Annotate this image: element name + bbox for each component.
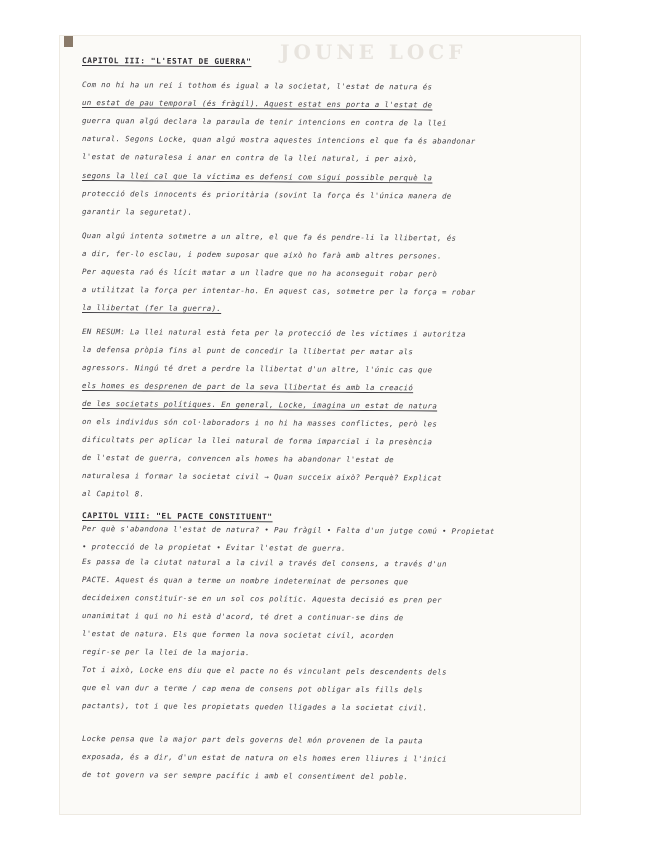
note-line: la llibertat (fer la guerra). <box>81 303 222 313</box>
note-line: de l'estat de guerra, convencen als homes ha abandonar l'estat de <box>81 453 395 465</box>
note-line: Per aquesta raó és lícit matar a un lladre que no ha aconseguit robar però <box>81 267 438 279</box>
note-line: Locke pensa que la major part dels governs del món provenen de la pauta <box>81 734 423 746</box>
note-line: EN RESUM: La llei natural està feta per la protecció de les víctimes i autoritza <box>81 327 466 339</box>
note-line: guerra quan algú declara la paraula de tenir intencions en contra de la llei <box>81 116 447 128</box>
note-line: els homes es desprenen de part de la seva llibertat és amb la creació <box>81 381 414 393</box>
note-line: Quan algú intenta sotmetre a un altre, el que fa és pendre-li la llibertat, és <box>81 231 457 243</box>
note-line: exposada, és a dir, d'un estat de natura on els homes eren lliures i l'inici <box>81 752 447 764</box>
note-line: unanimitat i qui no hi està d'acord, té dret a continuar-se dins de <box>81 611 404 623</box>
note-line: naturalesa i formar la societat civil → Quan succeix això? Perquè? Explicat <box>81 471 442 483</box>
note-line: Com no hi ha un rei i tothom és igual a la societat, l'estat de natura és <box>81 80 433 92</box>
chapter-heading: CAPITOL III: "L'ESTAT DE GUERRA" <box>81 56 252 67</box>
note-line: l'estat de natura. Els que formen la nova societat civil, acorden <box>81 629 395 641</box>
note-line: a utilitzat la força per intentar-ho. En aquest cas, sotmetre per la força = robar <box>81 285 476 297</box>
note-line: que el van dur a terme / cap mena de consens pot obligar als fills dels <box>81 683 423 695</box>
note-line: decideixen constituir-se en un sol cos polític. Aquesta decisió es pren per <box>81 593 442 605</box>
note-line: la defensa pròpia fins al punt de concedir la llibertat per matar als <box>81 345 414 357</box>
note-line: natural. Segons Locke, quan algú mostra aquestes intencions el que fa és abandonar <box>81 134 476 146</box>
note-line: protecció dels innocents és prioritària (sovint la força és l'única manera de <box>81 189 452 201</box>
note-line: pactants), tot i que les propietats queden lligades a la societat civil. <box>81 701 428 713</box>
note-line: un estat de pau temporal (és fràgil). Aquest estat ens porta a l'estat de <box>81 98 433 110</box>
binder-hole-mark <box>64 36 73 47</box>
note-line: de tot govern va ser sempre pacífic i amb el consentiment del poble. <box>81 770 409 782</box>
note-line: Tot i això, Locke ens diu que el pacte no és vinculant pels descendents dels <box>81 665 447 677</box>
note-line: al Capitol 8. <box>81 489 145 499</box>
note-line: agressors. Ningú té dret a perdre la llibertat d'un altre, l'únic cas que <box>81 363 433 375</box>
note-line: l'estat de naturalesa i anar en contra de la llei natural, i per això, <box>81 152 418 164</box>
note-line: on els individus són col·laboradors i no hi ha masses conflictes, però les <box>81 417 438 429</box>
note-line: regir-se per la llei de la majoria. <box>81 647 251 658</box>
note-line: • protecció de la propietat • Evitar l'estat de guerra. <box>81 542 347 553</box>
chapter-heading: CAPITOL VIII: "EL PACTE CONSTITUENT" <box>81 511 273 522</box>
note-line: Per què s'abandona l'estat de natura? • Pau fràgil • Falta d'un jutge comú • Propietat <box>81 524 495 536</box>
show-through-text: JOUNE LOCF <box>280 40 467 64</box>
note-line: segons la llei cal que la víctima es defensi com sigui possible perquè la <box>81 171 433 183</box>
note-line: PACTE. Aquest és quan a terme un nombre indeterminat de persones que <box>81 575 409 587</box>
note-line: de les societats polítiques. En general, Locke, imagina un estat de natura <box>81 399 438 411</box>
note-line: garantir la seguretat). <box>81 207 193 217</box>
note-line: a dir, fer-lo esclau, i podem suposar que això ho farà amb altres persones. <box>81 249 442 261</box>
note-line: dificultats per aplicar la llei natural de forma imparcial i la presència <box>81 435 433 447</box>
note-line: Es passa de la ciutat natural a la civil a través del consens, a través d'un <box>81 557 447 569</box>
